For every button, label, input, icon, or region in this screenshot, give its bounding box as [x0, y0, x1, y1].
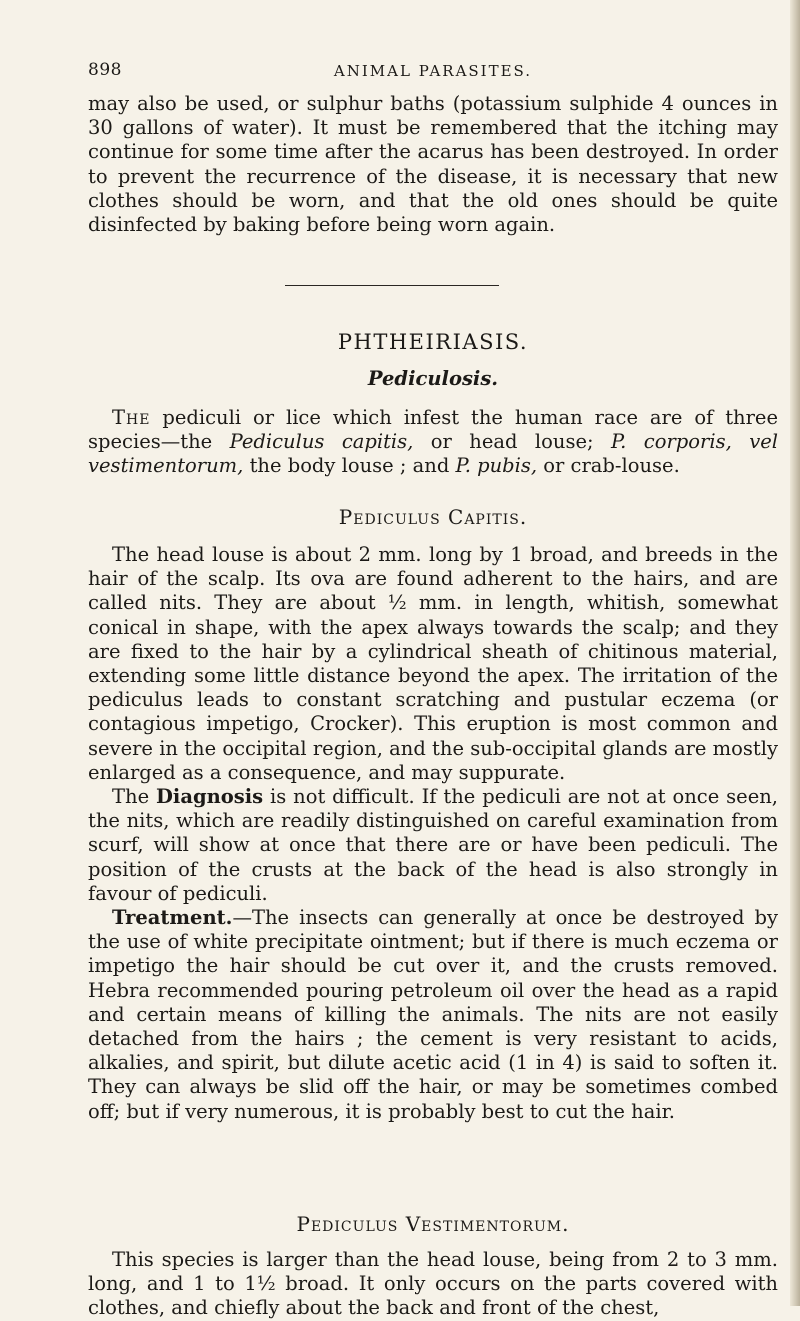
- text-run: or crab-louse.: [537, 454, 680, 478]
- running-head: [88, 60, 778, 84]
- capitis-description: The head louse is about 2 mm. long by 1 broad, and breeds in the hair of the scalp. Its ova are found adherent to the hairs, and are called nits. They are about ½ mm. in length, whitish, somewhat conical in shape, with the apex always towards the scalp; and they are fixed to the hair by a cylindrical sheath of chitinous material, extending some little distance beyond the apex. The irritation of the pediculus leads to constant scratching and pustular eczema (or contagious impetigo, Crocker). This eruption is most common and severe in the occipital region, and the sub-occipital glands are mostly enlarged as a consequence, and may suppurate.: [88, 543, 778, 784]
- running-title: ANIMAL PARASITES.: [333, 62, 533, 80]
- capitis-diagnosis: [88, 785, 778, 906]
- intro-paragraph: [88, 92, 778, 237]
- section-title: PHTHEIRIASIS.: [337, 330, 529, 354]
- text-run: is not difficult. If the pediculi are not at once seen, the nits, which are readily distinguished on careful examination from scurf, will show at once that there are or have been pediculi. The position of the crusts at the back of the head is also strongly in favour of pediculi.: [88, 785, 778, 905]
- vestimentorum-description: This species is larger than the head louse, being from 2 to 3 mm. long, and 1 to 1½ broad. It only occurs on the parts covered with clothes, and chiefly about the back and front of the chest,: [88, 1248, 778, 1320]
- text-run: The: [112, 785, 156, 809]
- page-number: 898: [88, 60, 122, 80]
- intro-text: may also be used, or sulphur baths (potassium sulphide 4 ounces in 30 gallons of water). It must be remembered that the itching may continue for some time after the acarus has been destroyed. In order to prevent the recurrence of the disease, it is necessary that new clothes should be worn, and that the old ones should be quite disinfected by baking before being worn again.: [88, 92, 778, 237]
- page-edge: [790, 0, 800, 1306]
- capitis-body: [88, 543, 778, 1124]
- section-subtitle: Pediculosis.: [367, 367, 499, 390]
- species-name: Pediculus capitis,: [229, 430, 414, 454]
- capitis-treatment: [88, 906, 778, 1124]
- phtheiriasis-text: [88, 406, 778, 479]
- text-run: —The insects can generally at once be destroyed by the use of white precipitate ointment; but if there is much eczema or impetigo the hair should be cut over it, and the crusts removed. Hebra recommended pouring petroleum oil over the head as a rapid and certain means of killing the animals. The nits are not easily detached from the hairs ; the cement is very resistant to acids, alkalies, and spirit, but dilute acetic acid (1 in 4) is said to soften it. They can always be slid off the hair, or may be sometimes combed off; but if very numerous, it is probably best to cut the hair.: [88, 906, 778, 1123]
- species-name: P. pubis,: [455, 454, 538, 478]
- lead-word: The: [112, 406, 151, 429]
- subsection-title-capitis: Pediculus Capitis.: [338, 505, 528, 529]
- diagnosis-label: Diagnosis: [156, 785, 264, 809]
- text-run: the body louse ; and: [243, 454, 456, 478]
- text-run: pediculi or lice which infest the human race are of three species—the: [88, 406, 778, 454]
- species-name: P. corporis, vel vestimentorum,: [88, 430, 779, 478]
- section-divider: [285, 285, 499, 286]
- text-run: or head louse;: [413, 430, 612, 454]
- vestimentorum-body: [88, 1248, 778, 1321]
- treatment-label: Treatment.: [112, 906, 233, 930]
- subsection-title-vestimentorum: Pediculus Vestimentorum.: [296, 1212, 570, 1236]
- phtheiriasis-paragraph: [88, 406, 778, 479]
